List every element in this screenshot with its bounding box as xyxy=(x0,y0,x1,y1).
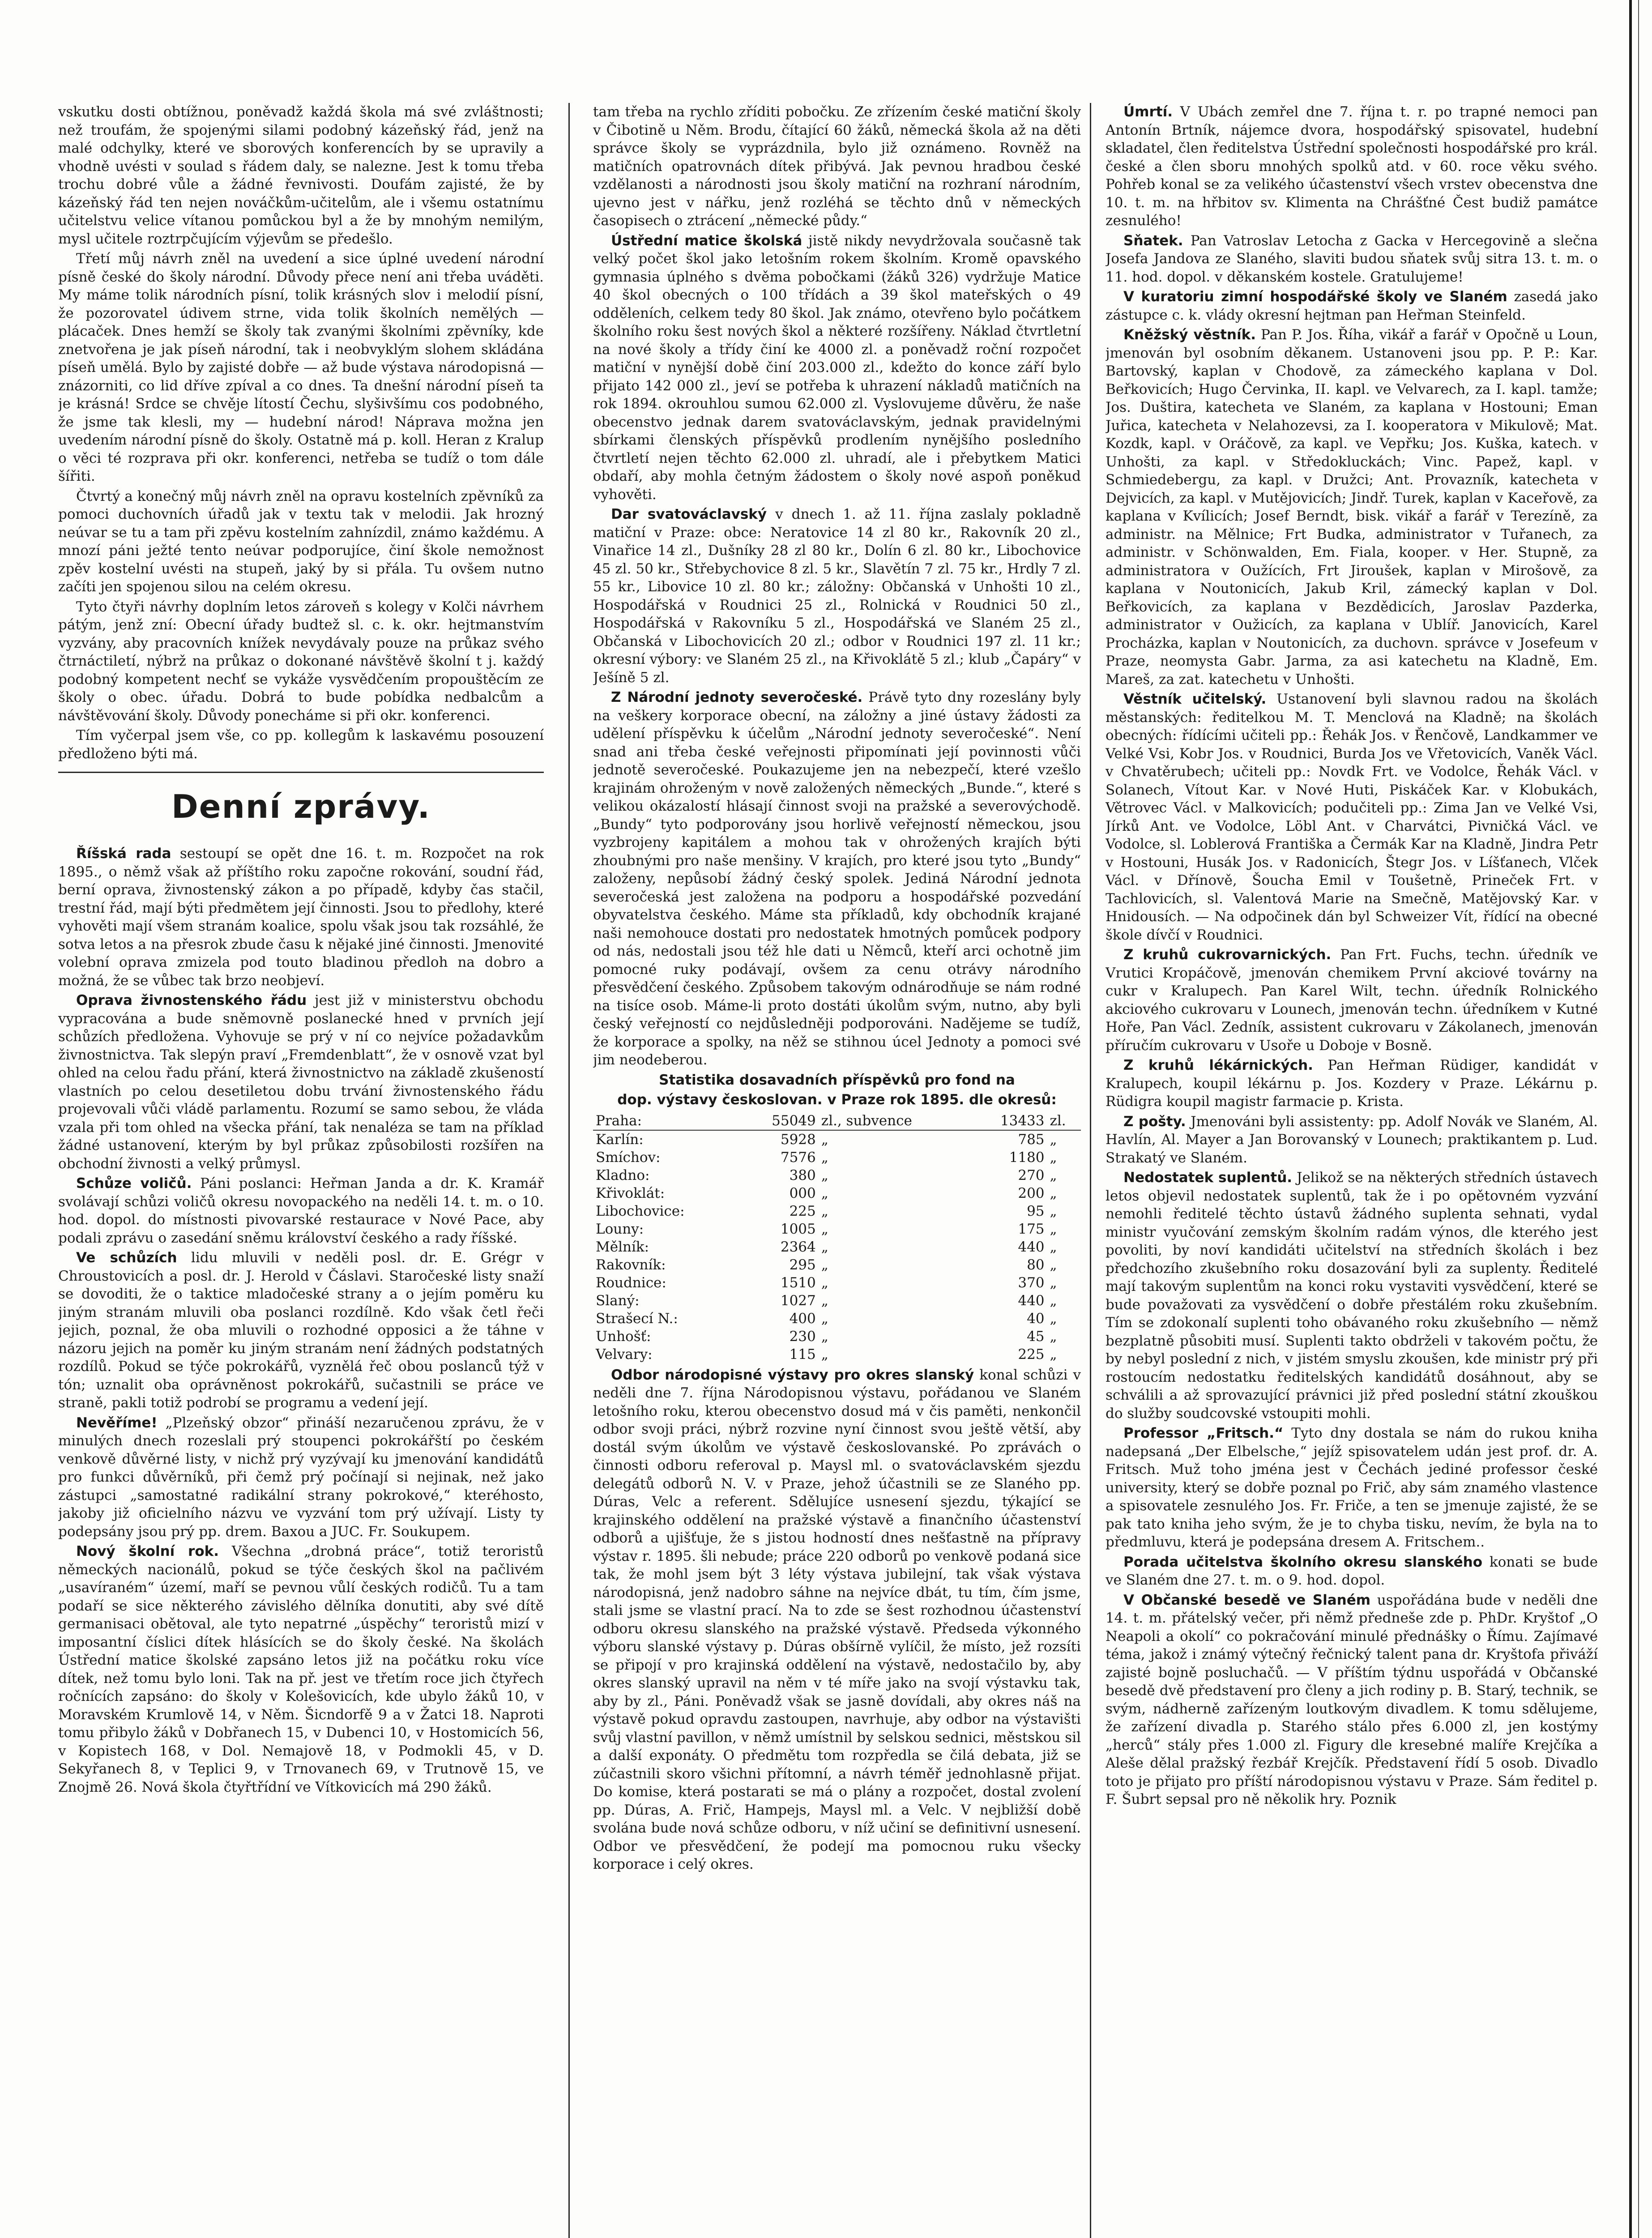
stats-currency: „ xyxy=(1050,1239,1057,1255)
stats-place: Kladno: xyxy=(596,1167,650,1183)
stats-subsidy: 270 xyxy=(1018,1167,1045,1183)
news-item xyxy=(58,1542,544,1796)
stats-subsidy: 370 xyxy=(1018,1274,1045,1291)
paragraph: tam třeba na rychlo zříditi pobočku. Ze zřízením české matiční školy v Čibotině u Něm. Brodu, čítající 60 žáků, německá škola až na děti správce školy se vyprázdnila, bylo již oznámeno. Rovněž na matičních opatrovnách dítek přibývá. Jak pevnou hradbou české vzdělanosti a národnosti jsou školy matiční na rozhraní národním, ujevno jest v nářku, jenž rozléhá se těchto dnů v německých časopisech o ztrácení „německé půdy.“ xyxy=(593,104,1081,229)
stats-unit: „ xyxy=(821,1328,828,1345)
stats-block xyxy=(593,1071,1081,1363)
stats-unit: „ xyxy=(821,1131,828,1148)
section-title: Denní zprávy. xyxy=(171,788,431,825)
stats-count: 1005 xyxy=(780,1221,816,1237)
news-item xyxy=(1106,1424,1598,1551)
stats-currency: „ xyxy=(1050,1256,1057,1273)
stats-count: 2364 xyxy=(780,1239,816,1255)
news-text: jistě nikdy nevydržovala současně tak velký počet škol jako letošním rokem školním. Kromě opavského gymnasia úplného s dvěma pobočkami (žáků 326) vydržuje Matice 40 škol obecných o 100 třídách a 39 škol mateřských o 49 odděleních, celkem tedy 80 škol. Jak známo, otevřeno bylo počátkem školního roku šest nových škol a některé rozšířeny. Náklad čtvrtletní na nové školy a třídy činí ke 4000 zl. a poněvadž roční rozpočet matiční v nynější době činí 203.000 zl., kdežto do konce září bylo přijato 142 000 zl., jeví se potřeba k uhrazení nákladů matičních na rok 1894. okrouhlou sumou 62.000 zl. Vyslovujeme důvěru, že naše obecenstvo jednak darem svatováclavským, jednak pravidelnými sbírkami členských příspěvků prodlením nynějšího posledního čtvrtletí nejen těchto 62.000 zl. uhradí, ale i přebytkem Matici obdaří, aby mohla četným žádostem o školy nové aspoň poněkud vyhověti. xyxy=(593,232,1081,503)
column-1 xyxy=(58,103,544,2238)
stats-count: 1510 xyxy=(780,1274,816,1291)
stats-subsidy: 40 xyxy=(1027,1310,1045,1327)
stats-unit: „ xyxy=(821,1167,828,1183)
news-headline: Nevěříme! xyxy=(76,1414,158,1431)
news-text: jest již v ministerstvu obchodu vypracována a bude sněmovně poslanecké hned v prvních její schůzích předložena. Vyhovuje se prý v ní co nejvíce požadavkům živnostnictva. Tak slepýn praví „Fremdenblatt“, že v osnově vzat byl ohled na celou řadu přání, která živnostnictvo na základě zkušeností vlastních po celou desetiletou dobu trvání živnostenského řádu projevovali vůči vládě parlamentu. Rozumí se samo sebou, že vláda vzala při tom ohled na všecka přání, tak nenaléza se tam na příklad žádné ustanovení, kterým by byl průkaz způsobilosti rozšířen na obchodní živnosti a velký průmysl. xyxy=(58,992,544,1172)
news-item xyxy=(1106,1591,1598,1809)
news-headline: Říšská rada xyxy=(76,846,171,862)
stats-row xyxy=(593,1112,1081,1130)
stats-count: 5928 xyxy=(780,1131,816,1148)
stats-unit: „ xyxy=(821,1274,828,1291)
news-item xyxy=(593,232,1081,504)
news-headline: Z kruhů lékárnických. xyxy=(1123,1057,1313,1073)
news-headline: Ústřední matice školská xyxy=(611,232,803,249)
news-headline: Schůze voličů. xyxy=(76,1175,192,1192)
stats-unit: „ xyxy=(821,1310,828,1327)
news-text: v dnech 1. až 11. října zaslaly pokladně matiční v Praze: obce: Neratovice 14 zl 80 kr., Rakovník 20 zl., Vinařice 14 zl., Dušníky 28 zl 80 kr., Dolín 6 zl. 80 kr., Libochovice 45 zl. 50 kr., Střebychovice 8 zl. 5 kr., Slavětín 7 zl. 75 kr., Hrdly 7 zl. 55 kr., Libovice 10 zl. 80 kr.; záložny: Občanská v Unhošti 10 zl., Hospodářská v Roudnici 25 zl., Rolnická v Roudnici 50 zl., Hospodářská v Rakovníku 5 zl., Hospodářská ve Slaném 25 zl., Občanská v Libochovicích 20 zl.; odbor v Roudnici 197 zl. 11 kr.; okresní výbory: ve Slaném 25 zl., na Křivoklátě 5 zl.; klub „Čapáry“ v Ješíně 5 zl. xyxy=(593,506,1081,686)
stats-place: Libochovice: xyxy=(596,1203,685,1219)
stats-row xyxy=(593,1328,1081,1345)
stats-unit: „ xyxy=(821,1292,828,1309)
stats-place: Roudnice: xyxy=(596,1274,666,1291)
stats-subsidy: 80 xyxy=(1027,1256,1045,1273)
section-divider xyxy=(58,772,544,773)
stats-row xyxy=(593,1292,1081,1310)
news-item xyxy=(1106,326,1598,688)
news-item xyxy=(58,991,544,1173)
news-text: Pan P. Jos. Říha, vikář a farář v Opočně u Loun, jmenován byl osobním děkanem. Ustanoveni jsou pp. P. P.: Kar. Bartovský, kaplan v Chodově, za zámeckého kaplana v Dol. Beřkovicích; Hugo Červinka, II. kapl. ve Velvarech, za I. kapl. tamže; Jos. Duštira, katecheta ve Slaném, za kaplana v Hostouni; Eman Juřica, katecheta v Nelahozevsi, za I. kooperatora v Mikulově; Mat. Kozdk, kapl. v Oráčově, za kapl. ve Vepřku; Jos. Kuška, katech. v Unhošti, za kapl. v Středokluckách; Vinc. Papež, kapl. v Schmiedebergu, za kapl. v Družci; Ant. Provazník, katecheta v Dejvicích, za kapl. v Mutějovicích; Jindř. Turek, kaplan v Kaceřově, za kaplana v Kvílicích; Josef Berndt, bisk. vikář a farář v Terezíně, za administr. na Mělnice; Frt Budka, administrator v Tuřanech, za administr. v Schönwalden, Em. Fiala, kooper. v Her. Stupně, za administratora v Oužících, Frt Jiroušek, kaplan v Mirošově, za kaplana v Noutonicích, Jakub Kril, zámecký kaplan v Dol. Beřkovicích, za kaplana v Bezdědicích, Jaroslav Pazderka, administrator v Oužicích, za kaplana v Ublíř. Janovicích, Karel Procházka, kaplan v Noutonicích, za duchovn. správce v Josefeum v Praze, neomysta Gabr. Jarma, za asi katechetu na Kladně, Em. Mareš, za zat. katechetu v Unhošti. xyxy=(1106,327,1598,688)
news-item xyxy=(58,1175,544,1247)
news-item xyxy=(1106,103,1598,230)
stats-currency: „ xyxy=(1050,1310,1057,1327)
news-text: Jelikož se na některých středních ústavech letos objevil nedostatek suplentů, tak že i po opětovném vyzvání nemohli ředitelé těchto ústavů žádného suplenta sehnati, vydal ministr vyučování zemským školním radám výnos, dle kterého jest povoliti, by noví kandidáti učitelství na středních školách i bez předchozího zkušebního roku dosazování byli za suplenty. Ředitelé mají takovým suplentům na konci roku vystaviti vysvědčení, které se bude považovati za vysvědčení o dobře přestálém roku zkušebním. Tím se zdokonalí suplenti toho obávaného roku zkušebního — němž bezplatně působiti musí. Suplenti takto obdrželi v takovém počtu, že by nebyl poslední z nich, v jistém smyslu zkoušen, kde ministr prý při rostoucím nedostatku ředitelských kandidátů dosáhnout, aby se schválili a až sprovazující právnici již před poslední státní zkouškou do služby soudcovské vstoupiti mohli. xyxy=(1106,1170,1598,1422)
news-text: Pan Heřman Rüdiger, kandidát v Kralupech, koupil lékárnu p. Jos. Kozdery v Praze. Lékárnu p. Rüdigra koupil magistr farmacie p. Krista. xyxy=(1106,1057,1598,1110)
news-headline: V kuratoriu zimní hospodářské školy ve Slaném xyxy=(1123,289,1507,305)
stats-row xyxy=(593,1256,1081,1274)
paragraph: vskutku dosti obtížnou, poněvadž každá škola má své zvláštnosti; než troufám, že spojenými silami podobný kázeňský řád, jenž na malé odchylky, které ve sborových konferencích by se upravily a vhodně uvésti v soulad s řádem daly, se nalezne. Jest k tomu třeba trochu dobré vůle a žádné řevnivosti. Doufám zajisté, že by kázeňský řád ten nejen nováčkům-učitelům, ale i všemu ostatnímu učitelstvu velice vítanou pomůckou byl a že by mnohým nemilým, mysl učitele roztrpčujícím výjevům se předešlo. xyxy=(58,104,544,247)
news-headline: V Občanské besedě ve Slaném xyxy=(1123,1592,1371,1608)
news-headline: Z pošty. xyxy=(1123,1113,1186,1130)
stats-row xyxy=(593,1220,1081,1238)
stats-unit: „ xyxy=(821,1203,828,1219)
stats-row xyxy=(593,1238,1081,1256)
column-rule-1 xyxy=(568,103,570,2238)
news-text: Páni poslanci: Heřman Janda a dr. K. Kramář svolávají schůzi voličů okresu novopackého na neděli 14. t. m. o 10. hod. dopol. do místnosti pivovarské restaurace v Nové Pace, aby podali zprávu o zasedání sněmu království českého a rady říšské. xyxy=(58,1175,544,1246)
stats-unit: „ xyxy=(821,1221,828,1237)
news-item xyxy=(1106,288,1598,324)
stats-count: 000 xyxy=(789,1185,816,1201)
stats-subsidy: 45 xyxy=(1027,1328,1045,1345)
stats-title-line: dop. výstavy českoslovan. v Praze rok 1895. dle okresů: xyxy=(617,1092,1057,1108)
news-headline: Professor „Fritsch.“ xyxy=(1123,1425,1284,1441)
news-text: lidu mluvili v neděli posl. dr. E. Grégr v Chroustovicích a posl. dr. J. Herold v Čáslavi. Staročeské listy snaží se dovoditi, že o taktice mladočeské strany a o jejím poměru ku jiným stranám mluvili oba poslanci rozdílně. Kdo však četl řeči jejich, poznal, že oba mluvili o rozhodné opposici a že táhne v názoru jejich na poměr ku jiným stranám není žádných podstatných rozdílů. Pokud se týče pokrokářů, vyznělá řeč obou poslanců týž v tón; uznalit oba oprávněnost pokrokářů, sučastnili se práce ve straně, pakli totiž podrobí se programu a vedení její. xyxy=(58,1250,544,1411)
stats-count: 230 xyxy=(789,1328,816,1345)
news-headline: Odbor národopisné výstavy pro okres slanský xyxy=(611,1367,974,1383)
stats-currency: „ xyxy=(1050,1292,1057,1309)
news-headline: Porada učitelstva školního okresu slanského xyxy=(1123,1554,1482,1570)
news-text: V Ubách zemřel dne 7. října t. r. po trapné nemoci pan Antonín Brtník, nájemce dvora, hospodářský spisovatel, hudební skladatel, člen ředitelstva Ústřední společnosti hospodářské pro král. české a člen sboru mnohých spolků atd. v 60. roce věku svého. Pohřeb konal se za velikého účastenství všech vrstev obecenstva dne 10. t. m. na hřbitov sv. Klimenta na Chrášťné Čest budiž památce zesnulého! xyxy=(1106,104,1598,229)
stats-place: Strašecí N.: xyxy=(596,1310,678,1327)
stats-subsidy: 225 xyxy=(1018,1346,1045,1362)
stats-count: 115 xyxy=(789,1346,816,1362)
stats-title-line: Statistika dosavadních příspěvků pro fond na xyxy=(659,1072,1015,1088)
stats-row xyxy=(593,1274,1081,1292)
stats-row xyxy=(593,1310,1081,1328)
stats-currency: zl. xyxy=(1047,1112,1081,1130)
news-headline: Ve schůzích xyxy=(76,1250,177,1266)
stats-currency: „ xyxy=(1050,1185,1057,1201)
stats-row xyxy=(593,1345,1081,1363)
stats-subsidy: 13433 xyxy=(969,1112,1047,1130)
stats-place: Praha: xyxy=(593,1112,741,1130)
stats-count: 7576 xyxy=(780,1149,816,1166)
stats-subsidy: 175 xyxy=(1018,1221,1045,1237)
stats-place: Smíchov: xyxy=(596,1149,661,1166)
stats-currency: „ xyxy=(1050,1346,1057,1362)
news-item xyxy=(1106,1113,1598,1167)
stats-count: 225 xyxy=(789,1203,816,1219)
stats-unit: „ xyxy=(821,1346,828,1362)
stats-place: Unhošť: xyxy=(596,1328,651,1345)
stats-currency: „ xyxy=(1050,1274,1057,1291)
stats-unit: „ xyxy=(821,1185,828,1201)
news-text: sestoupí se opět dne 16. t. m. Rozpočet na rok 1895., o němž však až příštího roku započne rokování, soudní řád, berní oprava, živnostenský zákon a po případě, kdyby čas stačil, trestní řád, mají býti předmětem její činnosti. Jsou to předlohy, které vyhověti mají všem stranám koalice, spolu však jsou tak rozsáhlé, že sotva letos a na přesrok zbude času k nějaké jiné činnosti. Jmenovité volební oprava zmizela pod touto bladinou předloh na dobro a možná, že se vůbec tak brzo neobjeví. xyxy=(58,846,544,989)
stats-currency: „ xyxy=(1050,1221,1057,1237)
news-headline: Dar svatováclavský xyxy=(611,506,767,522)
stats-currency: „ xyxy=(1050,1131,1057,1148)
paragraph: Tyto čtyři návrhy doplním letos zároveň s kolegy v Kolči návrhem pátým, jenž zní: Obecní úřady budtež sl. c. k. okr. hejtmanstvím vyzvány, aby pracovních knížek nevydávaly pouze na průkaz svého čtrnáctiletí, nýbrž na průkaz o dokonané návštěvě školní t j. každý podobný kompetent nechť se vykáže vysvědčením propouštěcím ze školy o obec. úřadu. Dobrá to bude pobídka nedbalcům a návštěvování školy. Důvody ponecháme si při okr. konferenci. xyxy=(58,598,544,724)
news-item xyxy=(593,505,1081,687)
news-item xyxy=(1106,1169,1598,1422)
stats-count: 400 xyxy=(789,1310,816,1327)
stats-currency: „ xyxy=(1050,1203,1057,1219)
stats-row xyxy=(593,1202,1081,1220)
news-item xyxy=(593,688,1081,1069)
stats-count: 295 xyxy=(789,1256,816,1273)
news-item xyxy=(58,1249,544,1412)
stats-place: Křivoklát: xyxy=(596,1185,665,1201)
stats-place: Velvary: xyxy=(596,1346,653,1362)
stats-row xyxy=(593,1149,1081,1166)
page-edge-line xyxy=(1629,0,1632,2238)
news-text: Pan Vatroslav Letocha z Gacka v Hercegovině a slečna Josefa Jandova ze Slaného, slaviti budou sňatek svůj sitra 13. t. m. o 11. hod. dopol. v děkanském kostele. Gratulujeme! xyxy=(1106,232,1598,285)
stats-unit: „ xyxy=(821,1239,828,1255)
paragraph: Čtvrtý a konečný můj návrh zněl na opravu kostelních zpěvníků za pomoci duchovních úřadů jak v textu tak v melodii. Jak hrozný neúvar se tu a tam při zpěvu kostelním zahnízdil, známo každému. A mnozí páni ježté tento neúvar podporujíce, činí škole nemožnost zpěv kostelní uvésti na stupeň, jaký by si přála. Tu ovšem nutno začíti jen spojenou silou na celém okresu. xyxy=(58,488,544,595)
news-headline: Nový školní rok. xyxy=(76,1543,219,1559)
news-headline: Z kruhů cukrovarnických. xyxy=(1123,947,1332,963)
news-text: Jmenováni byli assistenty: pp. Adolf Novák ve Slaném, Al. Havlín, Al. Mayer a Jan Borovanský v Lounech; praktikantem p. Lud. Strakatý ve Slaném. xyxy=(1106,1113,1598,1166)
stats-place: Louny: xyxy=(596,1221,644,1237)
stats-subsidy: 785 xyxy=(1018,1131,1045,1148)
news-text: uspořádána bude v neděli dne 14. t. m. přátelský večer, při němž předneše zde p. PhDr. Kryštof „O Neapoli a okolí“ co pokračování minulé přednášky o Římu. Zajímavé téma, jakož i známý výtečný řečnický talent pana dr. Kryštofa přiváží zajisté bojně posluchačů. — V příštím týdnu uspořádá v Občanské besedě dvě představení pro členy a jich rodiny p. B. Starý, technik, se svým, nádherně zařízeným loutkovým divadlem. K tomu sdělujeme, že zařízení divadla p. Starého stálo přes 6.000 zl, jen kostýmy „herců“ stály přes 1.000 zl. Figury dle kresebné malíře Krejčíka a Aleše dělal pražský řezbář Krejčík. Představení řídí 5 osob. Divadlo toto je přijato pro příští národopisnou výstavu v Praze. Sám ředitel p. F. Šubrt sepsal pro ně několik hry. Poznik xyxy=(1106,1592,1598,1807)
stats-count: 1027 xyxy=(780,1292,816,1309)
news-text: konati se bude ve Slaném dne 27. t. m. o 9. hod. dopol. xyxy=(1106,1554,1598,1588)
news-headline: Kněžský věstník. xyxy=(1123,327,1256,343)
news-text: „Plzeňský obzor“ přináší nezaručenou zprávu, že v minulých dnech rozeslali prý stoupenci pokrokářští po českém venkově důvěrné listy, v nichž prý vyzývají ku jmenování kandidátů pro funkci důvěrníků, při čemž prý počínají si nejinak, než jako zástupci „samostatné radikální strany pokrokové,“ kteréhosto, jakoby již oficielního názvu ve vyzvání tom prý užívají. Listy ty podepsány jsou prý pp. drem. Baxou a JUC. Fr. Soukupem. xyxy=(58,1414,544,1540)
column-3 xyxy=(1106,103,1598,2238)
news-item xyxy=(593,1366,1081,1874)
stats-subsidy: 200 xyxy=(1018,1185,1045,1201)
column-2 xyxy=(593,103,1081,2238)
stats-unit: „ xyxy=(821,1256,828,1273)
news-headline: Úmrtí. xyxy=(1123,104,1173,120)
news-text: Tyto dny dostala se nám do rukou kniha nadepsaná „Der Elbelsche,“ jejíž spisovatelem udán jest prof. dr. A. Fritsch. Muž toho jména jest v Čechách jediné professor české university, který se dobře poznal po Frič, aby sám znamého vlastence a spisovatele zesnulého Jos. Fr. Friče, a ten se jmenuje zajisté, že se pak tato kniha jeho svým, že je to chyba tisku, nevím, že byla na to předmluvu, která je podepsána dresem A. Fritschem.. xyxy=(1106,1425,1598,1550)
news-headline: Nedostatek suplentů. xyxy=(1123,1170,1293,1186)
stats-count: 55049 xyxy=(741,1112,818,1130)
page-edge-line-inner xyxy=(1638,0,1639,2238)
news-item xyxy=(58,1414,544,1541)
stats-unit: „ xyxy=(821,1149,828,1166)
news-item xyxy=(1106,946,1598,1055)
stats-subsidy: 1180 xyxy=(1009,1149,1045,1166)
stats-place: Mělník: xyxy=(596,1239,649,1255)
stats-row xyxy=(593,1130,1081,1149)
newspaper-page xyxy=(58,103,1598,2238)
stats-currency: „ xyxy=(1050,1149,1057,1166)
paragraph: Třetí můj návrh zněl na uvedení a sice úplné uvedení národní písně české do školy národní. Důvody přece není ani třeba uváděti. My máme tolik národních písní, tolik krásných slov i melodií písní, že pozorovatel údivem strne, vida tolik školních nemělých — plácaček. Dnes hemží se školy tak zvanými školními zpěvníky, kde znetvořena je jak píseň národní, tak i neobvyklým slohem skládána píseň umělá. Bylo by zajisté dobře — až bude výstava národopisná — znázorniti, co lid dříve zpíval a co dnes. Ta dnešní národní píseň ta je krásná! Srdce se chvěje lítostí Čechu, slyšivšímu cos podobného, že jsme tak klesli, my — hudební národ! Náprava možna jen uvedením národní písně do školy. Ostatně má p. koll. Heran z Kralup o věci té rozprava při okr. konferenci, netřeba se tudíž o tom dále šířiti. xyxy=(58,251,544,484)
paragraph: Tím vyčerpal jsem vše, co pp. kollegům k laskavému posouzení předloženo býti má. xyxy=(58,727,544,762)
stats-subsidy: 440 xyxy=(1018,1239,1045,1255)
news-item xyxy=(1106,1553,1598,1589)
news-headline: Oprava živnostenského řádu xyxy=(76,992,307,1008)
news-item xyxy=(1106,1056,1598,1111)
stats-place: Slaný: xyxy=(596,1292,640,1309)
news-text: Ustanovení byli slavnou radou na školách městanských: ředitelkou M. T. Menclová na Kladně; na školách obecných: řídícími učiteli pp.: Řehák Jos. v Řenčově, Landkammer ve Velké Vsi, Kobr Jos. v Roudnici, Burda Jos ve Vřetovicích, Vaněk Václ. v Chvatěrubech; učiteli pp.: Novdk Frt. ve Vodolce, Řehák Václ. v Solanech, Vítout Kar. v Nové Huti, Piskáček Kar. v Klobukách, Větrovec Václ. v Malkovicích; podučiteli pp.: Zima Jan ve Velké Vsi, Jírků Ant. ve Vodolce, Löbl Ant. v Charvátci, Pivničká Václ. ve Vodolce, sl. Loblerová Františka a Čermák Kar na Kladně, Jindra Petr v Hostouni, Husák Jos. v Radonicích, Štegr Jos. v Líšťanech, Vlček Václ. v Dřínově, Šoucha Emil v Toušetně, Prineček Frt. v Tachlovicích, sl. Valentová Marie na Smečně, Matějovský Kar. v Hnidousích. — Na odpočinek dán byl Schweizer Vít, řídící na obecné škole dívčí v Roudnici. xyxy=(1106,691,1598,943)
stats-row xyxy=(593,1166,1081,1184)
news-item xyxy=(1106,232,1598,286)
news-text: Právě tyto dny rozeslány byly na veškery korporace obecní, na záložny a jiné ústavy žádosti za udělení příspěvku k účelům „Národní jednoty severočeské“. Není snad ani třeba české veřejnosti připomínati její povinnosti vůči jednotě severočeské. Poukazujeme jen na nebezpečí, které vzešlo krajinám ohroženým v nově založených německých „Bunde.“, které s velikou okázalostí hlásají činnost svoji na pražské a severovýchodě. „Bundy“ tyto podporovány jsou horlivě veřejností německou, jsou vyzbrojeny kapitálem a mohou tak v ohrožených krajích býti zhoubnými pro naše menšiny. V krajích, pro které jsou tyto „Bundy“ založeny, nepůsobí žádný český spolek. Jediná Národní jednota severočeská jest založena na podporu a hospodářské pozvedání obyvatelstva českého. Máme sta příkladů, kdy obchodník krajané naši nemohouce dostati pro nedostatek hmotných pomůcek podpory od nás, nedostali jsou též hle dati u Němců, kteří arci ochotně jim pomocné ruky podávají, ovšem za cenu otrávy národního přesvědčení českého. Způsobem takovým odnárodňuje se nám rodné na tisíce osob. Máme-li proto dostáti úkolům svým, nutno, aby byli český veřejností co nejdůsledněji podporováni. Nadějeme se tudíž, že korporace a spolky, na něž se stihnou úcel Jednoty a pomoci své jim neodeberou. xyxy=(593,689,1081,1068)
column-rule-2 xyxy=(1090,103,1091,2238)
news-item xyxy=(1106,690,1598,944)
stats-currency: „ xyxy=(1050,1167,1057,1183)
news-text: Všechna „drobná práce“, totiž teroristů německých nacionálů, pokud se týče českých škol na pačlivém „usavíraném“ území, maří se pevnou vůlí českých rodičů. Tu a tam podaří se sice některého závislého dělníka donutiti, aby své dítě germanisaci obětoval, ale tyto nepatrné „úspěchy“ teroristů mizí v imposantní číslici dítek hlásících se do školy české. Na školách Ústřední matice školské zapsáno letos již na počátku roku více dítek, než tomu bylo loni. Tak na př. jest ve třetím roce jich čtyřech ročnících zapsáno: do školy v Kolešovicích, kde ubylo žáků 10, v Moravském Krumlově 14, v Něm. Šicndorfě 9 a v Žatci 18. Naproti tomu přibylo žáků v Dobřanech 15, v Dubenci 10, v Hostomicích 56, v Kopistech 168, v Dol. Nemajově 18, v Podmokli 45, v D. Sekyřanech 8, v Teplici 9, v Trnovanech 69, v Trutnově 15, ve Znojmě 26. Nová škola čtyřtřídní ve Vítkovicích má 290 žáků. xyxy=(58,1543,544,1795)
stats-place: Rakovník: xyxy=(596,1256,666,1273)
news-text: Pan Frt. Fuchs, techn. úředník ve Vrutici Kropáčově, jmenován chemikem První akciové továrny na cukr v Kralupech. Pan Karel Wilt, techn. úředník Rolnického akciového cukrovaru v Lounech, jmenován techn. úředníkem v Kutné Hoře, Pan Václ. Zedník, assistent cukrovaru v Zákolanech, jmenován příručím cukrovaru v Usoře u Doboje v Bosně. xyxy=(1106,947,1598,1054)
news-headline: Z Národní jednoty severočeské. xyxy=(611,689,863,705)
news-headline: Sňatek. xyxy=(1123,232,1183,249)
news-item xyxy=(58,845,544,990)
stats-subsidy: 95 xyxy=(1027,1203,1045,1219)
news-text: konal schůzi v neděli dne 7. října Národopisnou výstavu, pořádanou ve Slaném letošního roku, kterou obecenstvo dosud má v čis paměti, nenkončil odbor svoji práci, nýbrž rozvine nyní činnost svou ještě větší, aby dostál svým úkolům ve výstavě českoslovanské. Po zprávách o činnosti odboru referoval p. Maysl ml. o svatováclavském sjezdu delegátů odborů N. V. v Praze, jehož účastnili se ze Slaného pp. Dúras, Velc a referent. Sdělujíce usnesení sjezdu, týkající se krajinského oddělení na pražské výstavě a finančního účastenství odborů a ujišťuje, že s jistou hodností dnes nešťastně na přípravy výstav r. 1895. šli nebude; práce 220 odborů po venkově podaná sice tak, že mohl jsem být 3 léty výstava jubilejní, tak však výstava národopisná, jenž nadobro sáhne na nejvíce dbát, tu tím, čím jsme, stali jsme se vlastní prací. Na to zde se šest rozhodnou účastenství odboru okresu slanského na pražské výstavě. Předseda výkonného výboru slanské výstavy p. Dúras obšírně vylíčil, že místo, jež rozsíti se připojí v pro krajinská oddělení na výstavě, nedostačilo by, aby okres slanský upravil na něm v té míře jako na svojí výstavku tak, aby by zl., Páni. Poněvadž však se jasně dovídali, aby okres náš na výstavě pokud opravdu zastoupen, navrhuje, aby odbor na výstavišti svůj vlastní pavillon, v němž umístnil by selskou sednici, městskou sil a další exponáty. O předmětu tom rozpředla se čilá debata, již se zúčastnili skoro všichni přítomní, a návrh téměř jednohlasně přijat. Do komise, která postarati se má o plány a rozpočet, dostal zvolení pp. Dúras, A. Frič, Hampejs, Maysl ml. a Velc. V nejbližší době svolána bude nová schůze odboru, v níž učiní se definitivní usnesení. Odbor ve přesvědčení, že podejí ma pomocnou ruku všecky korporace i celý okres. xyxy=(593,1367,1081,1872)
stats-count: 380 xyxy=(789,1167,816,1183)
stats-currency: „ xyxy=(1050,1328,1057,1345)
news-text: zasedá jako zástupce c. k. vlády okresní hejtman pan Heřman Steinfeld. xyxy=(1106,289,1598,323)
stats-place: Karlín: xyxy=(596,1131,644,1148)
news-headline: Věstník učitelský. xyxy=(1123,691,1267,707)
stats-table xyxy=(593,1112,1081,1363)
stats-subsidy: 440 xyxy=(1018,1292,1045,1309)
stats-unit: zl., subvence xyxy=(819,1112,969,1130)
stats-row xyxy=(593,1184,1081,1202)
